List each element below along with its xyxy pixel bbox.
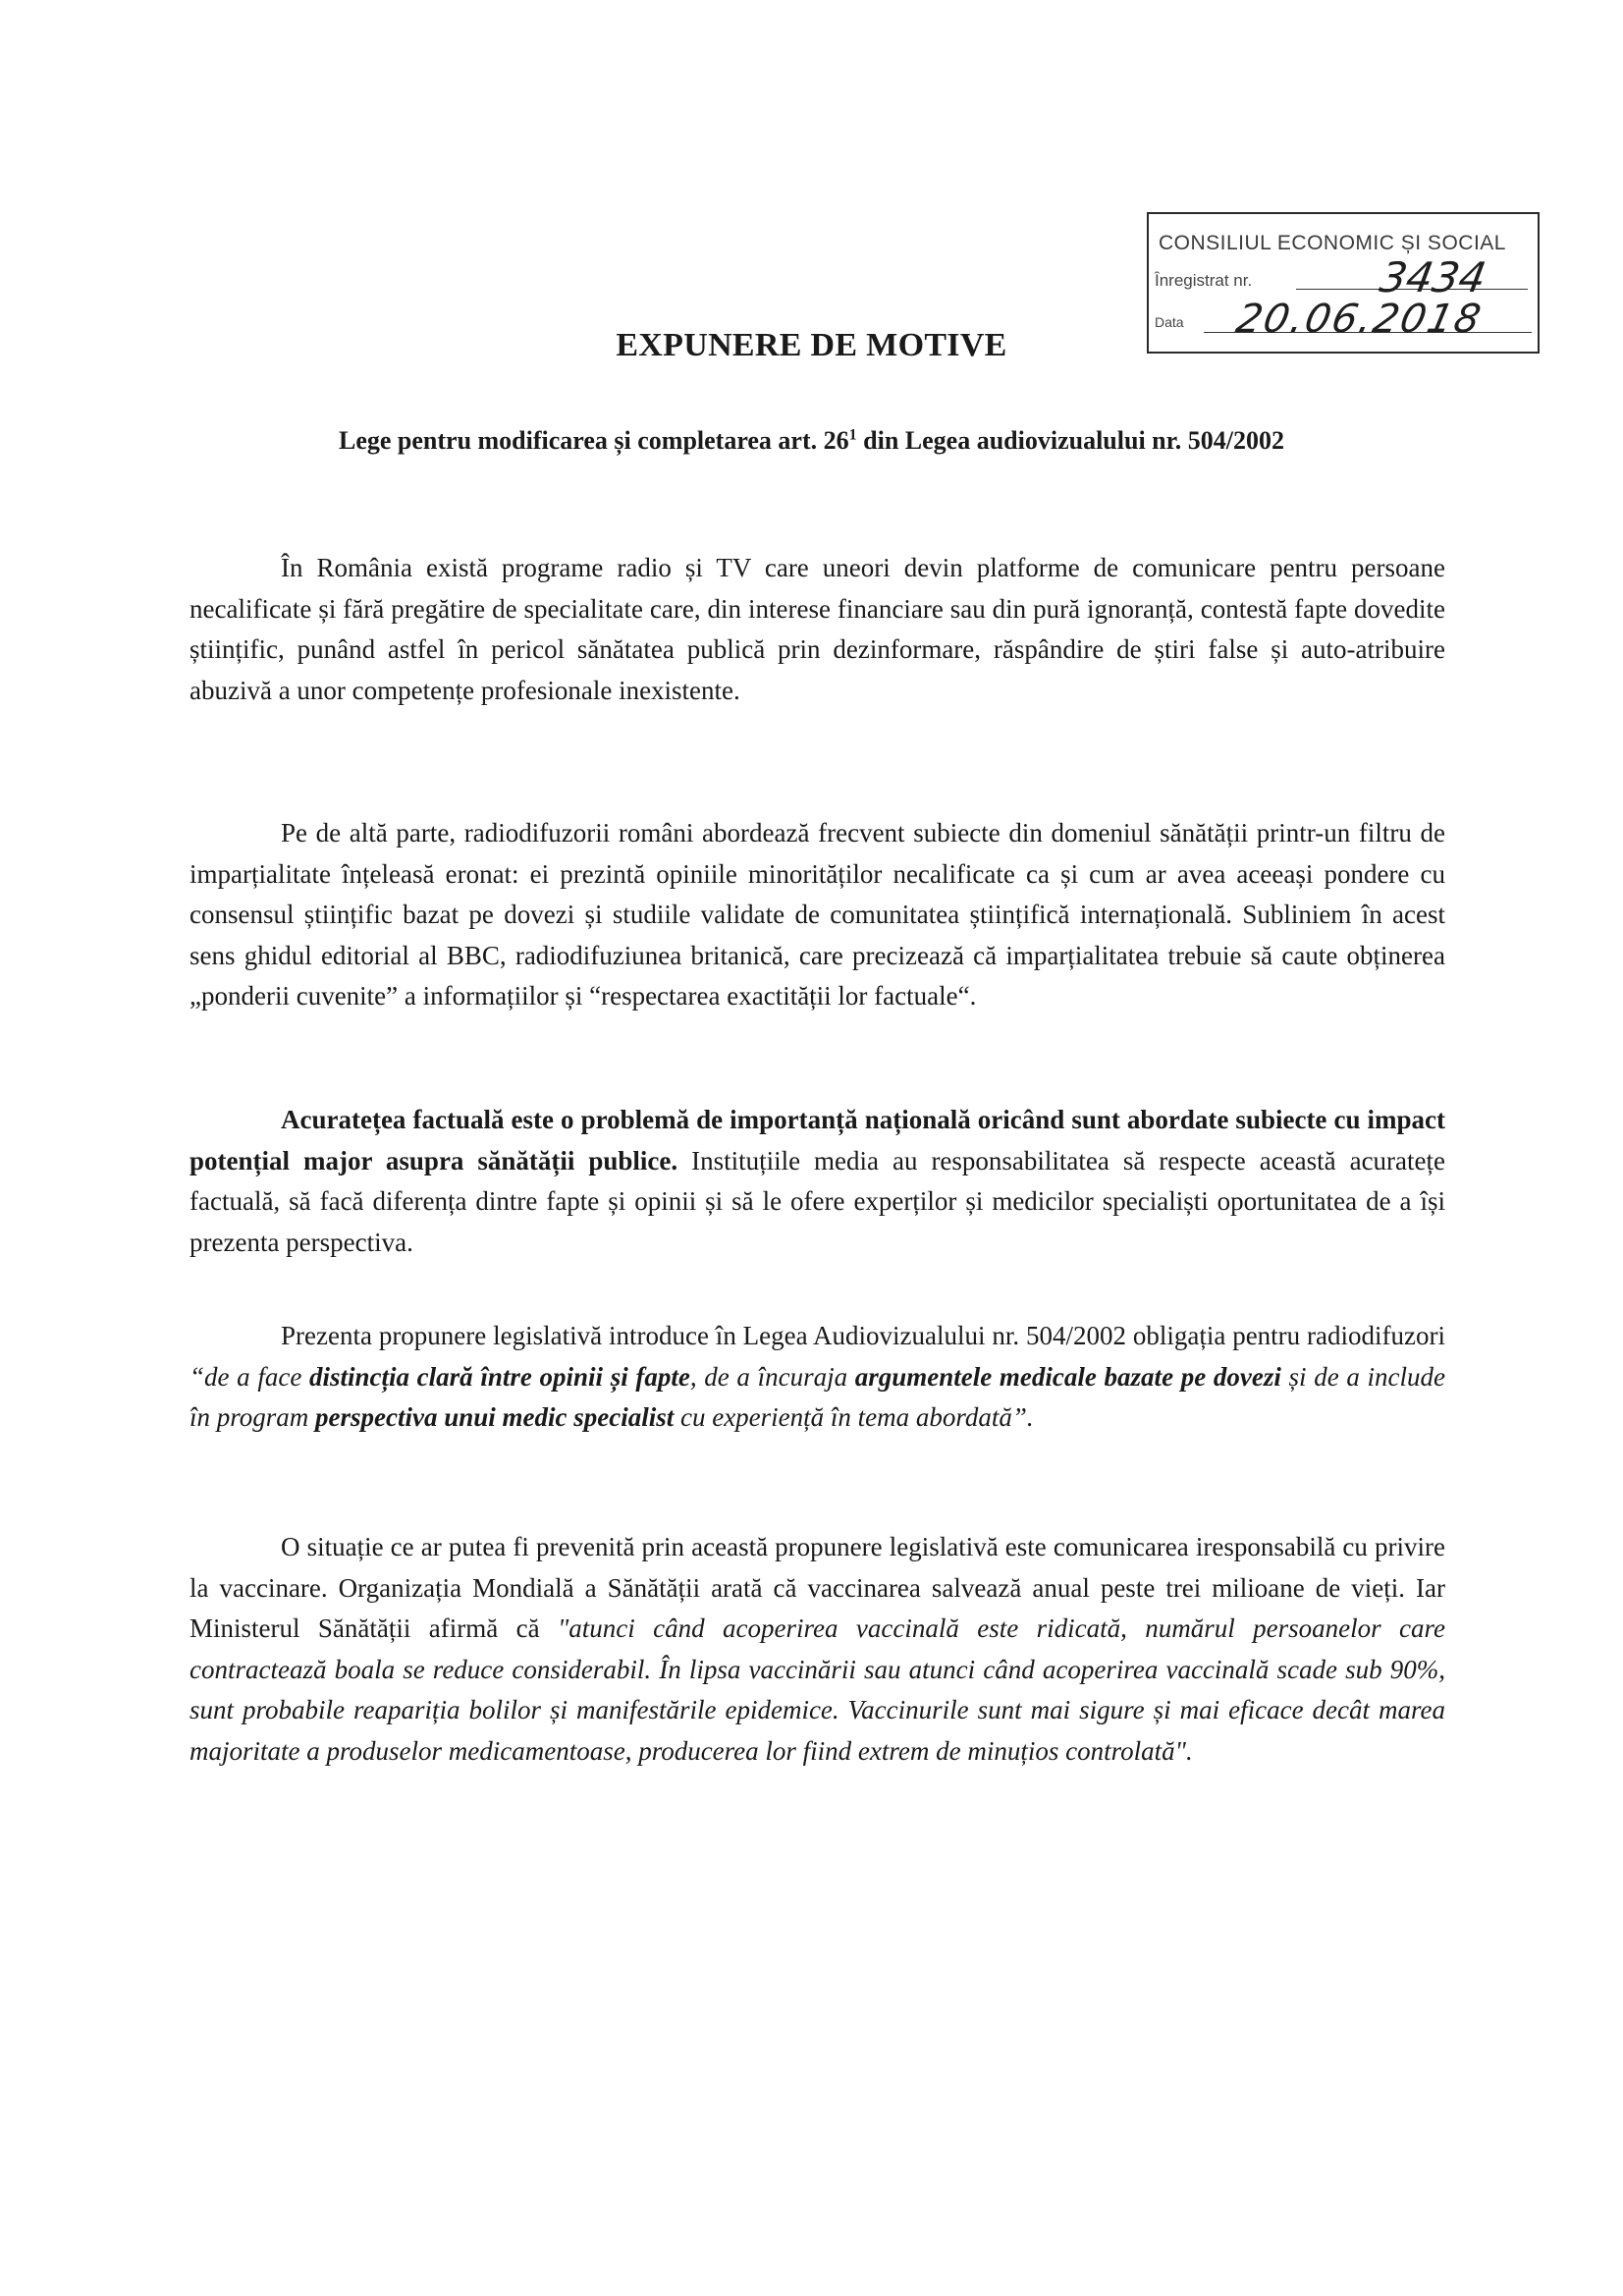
subtitle-text-end: din Legea audiovizualului nr. 504/2002 xyxy=(856,426,1285,455)
paragraph-4-intro: Prezenta propunere legislativă introduce în Legea Audiovizualului nr. 504/2002 obligația pentru radiodifuzori xyxy=(281,1321,1445,1350)
stamp-date-label: Data xyxy=(1155,314,1184,330)
paragraph-2: Pe de altă parte, radiodifuzorii români abordează frecvent subiecte din domeniul sănătății printr-un filtru de imparțialitate înțeleasă eronat: ei prezintă opiniile minorităților necalificate ca și cum ar avea aceeași pondere cu consensul științific bazat pe dovezi și studiile validate de comunitatea științifică internațională. Subliniem în acest sens ghidul editorial al BBC, radiodifuziunea britanică, care precizează că imparțialitatea trebuie să caute obținerea „ponderii cuvenite” a informațiilor și “respectarea exactității lor factuale“. xyxy=(189,818,1445,1011)
quote-part-2: , de a încuraja xyxy=(689,1361,855,1392)
paragraph-3-bold: Acuratețea factuală este o problemă de importanță națională oricând sunt abordate subiecte cu impact potențial major asupra sănătății publice. xyxy=(189,1105,1445,1175)
document-subtitle xyxy=(0,426,1623,456)
paragraph-5 xyxy=(189,1527,1445,1772)
paragraph-5-intro: O situație ce ar putea fi prevenită prin această propunere legislativă este comunicarea iresponsabilă cu privire la vaccinare. Organizația Mondială a Sănătății arată că vaccinarea salvează anual peste trei milioane de vieți. Iar Ministerul Sănătății afirmă că xyxy=(189,1532,1445,1643)
stamp-date-value: 20.06.2018 xyxy=(1232,297,1487,342)
quote-bold-1: distincția clară între opinii și fapte xyxy=(308,1361,690,1392)
paragraph-4 xyxy=(189,1316,1445,1439)
subtitle-text: Lege pentru modificarea și completarea art. 26 xyxy=(338,426,849,455)
quote-part-1: “de a face xyxy=(189,1361,309,1392)
quote-part-3: și de a include în program xyxy=(189,1361,1445,1432)
quote-bold-3: perspectiva unui medic specialist xyxy=(315,1402,675,1432)
paragraph-1: În România există programe radio și TV care uneori devin platforme de comunicare pentru persoane necalificate și fără pregătire de specialitate care, din interese financiare sau din pură ignoranță, contestă fapte dovedite științific, punând astfel în pericol sănătatea publică prin dezinformare, răspândire de știri false și auto-atribuire abuzivă a unor competențe profesionale inexistente. xyxy=(189,553,1445,705)
quote-bold-2: argumentele medicale bazate pe dovezi xyxy=(854,1361,1281,1392)
stamp-registration-number: 3434 xyxy=(1376,253,1490,301)
paragraph-3 xyxy=(189,1100,1445,1263)
stamp-registration-label: Înregistrat nr. xyxy=(1155,271,1253,290)
document-title: EXPUNERE DE MOTIVE xyxy=(616,327,1007,363)
subtitle-superscript: 1 xyxy=(848,426,857,444)
stamp-organization: CONSILIUL ECONOMIC ȘI SOCIAL xyxy=(1159,232,1506,254)
paragraph-5-quote: "atunci când acoperirea vaccinală este ridicată, numărul persoanelor care contractează boala se reduce considerabil. În lipsa vaccinării sau atunci când acoperirea vaccinală scade sub 90%, sunt probabile reapariția bolilor și manifestările epidemice. Vaccinurile sunt mai sigure și mai eficace decât marea majoritate a produselor medicamentoase, producerea lor fiind extrem de minuțios controlată". xyxy=(189,1613,1445,1766)
paragraph-3-text: Instituțiile media au responsabilitatea să respecte această acuratețe factuală, să facă diferența dintre fapte și opinii și să le ofere experților și medicilor specialiști oportunitatea de a își prezenta perspectiva. xyxy=(189,1145,1445,1257)
paragraph-4-quote xyxy=(189,1362,1445,1433)
quote-part-4: cu experiență în tema abordată”. xyxy=(674,1402,1034,1432)
